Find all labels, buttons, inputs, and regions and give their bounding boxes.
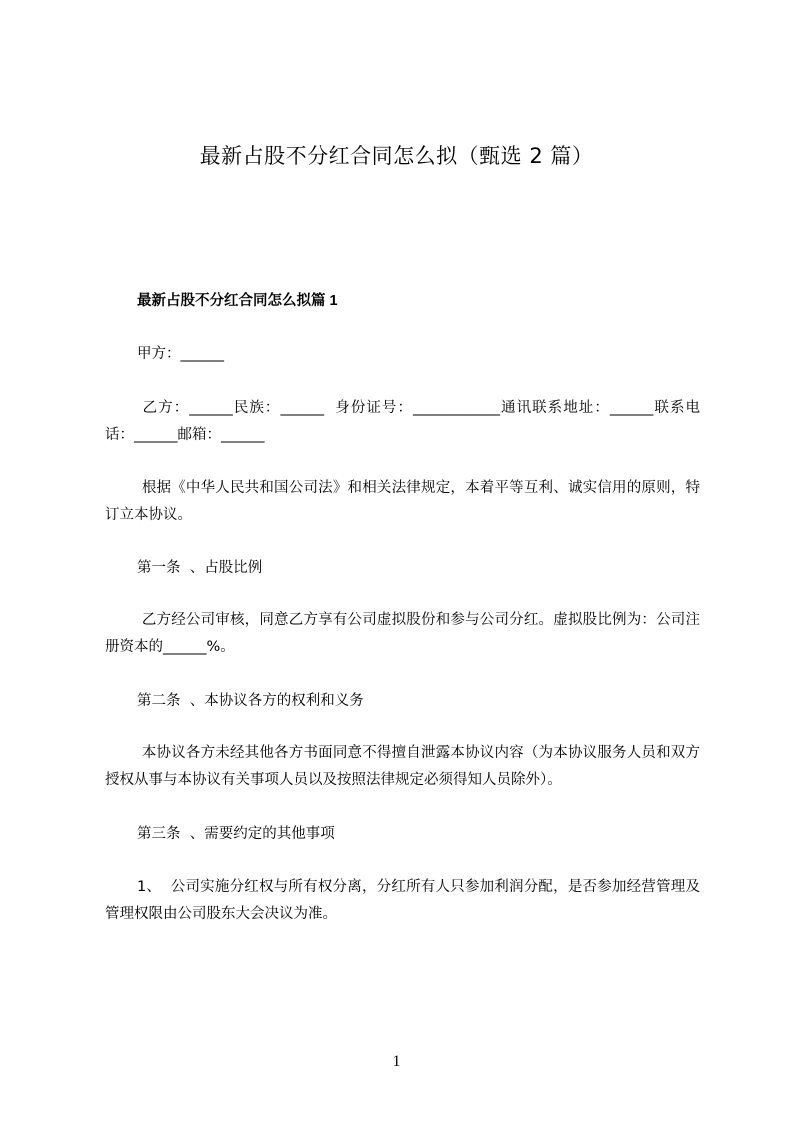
article-3-title: 第三条 、需要约定的其他事项 [137, 826, 335, 842]
section-heading: 最新占股不分红合同怎么拟篇 1 [137, 293, 338, 309]
article-1-title: 第一条 、占股比例 [137, 560, 263, 576]
party-a-line: 甲方：______ [137, 346, 224, 362]
article-2-body: 本协议各方未经其他各方书面同意不得擅自泄露本协议内容（为本协议服务人员和双方授权从事与本协议有关事项人员以及按照法律规定必须得知人员除外）。 [105, 745, 701, 788]
page-number: 1 [392, 1053, 401, 1070]
article-1-body: 乙方经公司审核，同意乙方享有公司虚拟股份和参与公司分红。虚拟股比例为：公司注册资本的______%。 [105, 612, 701, 655]
preamble-paragraph: 根据《中华人民共和国公司法》和相关法律规定，本着平等互利、诚实信用的原则，特订立本协议。 [105, 480, 701, 523]
article-3-item-1: 1、 公司实施分红权与所有权分离，分红所有人只参加利润分配，是否参加经营管理及管理权限由公司股东大会决议为准。 [105, 879, 700, 922]
document-title: 最新占股不分红合同怎么拟（甄选 2 篇） [199, 144, 594, 168]
party-b-paragraph: 乙方：______民族：______ 身份证号：____________通讯联系地址：______联系电话：______邮箱：______ [105, 400, 700, 443]
article-2-title: 第二条 、本协议各方的权利和义务 [137, 693, 364, 709]
